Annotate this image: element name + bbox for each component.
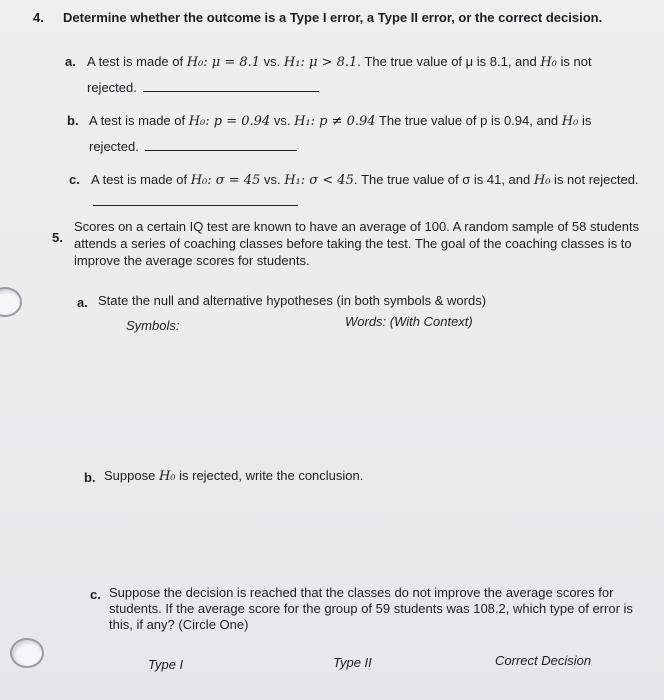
q5-line3: improve the average scores for students. <box>74 253 310 268</box>
q5b-letter: b. <box>84 470 96 485</box>
q5c-line1: Suppose the decision is reached that the classes do not improve the average scores for <box>109 585 614 600</box>
q4c-h1: H₁: σ < 45 <box>284 173 354 188</box>
q4a-letter: a. <box>65 54 76 69</box>
punch-hole-lower <box>10 638 44 668</box>
q5-line1: Scores on a certain IQ test are known to have an average of 100. A random sample of 58 students <box>74 219 640 234</box>
q5-line2: attends a series of coaching classes before taking the test. The goal of the coaching classes is to <box>74 236 632 251</box>
punch-hole-upper <box>0 287 22 317</box>
q5b-text: Suppose H₀ is rejected, write the conclusion. <box>104 468 364 484</box>
q4b-line2: rejected. <box>89 138 297 155</box>
q4a-line1: A test is made of H₀: μ = 8.1 vs. H₁: μ > 8.1. The true value of μ is 8.1, and H₀ is not <box>87 54 592 70</box>
q5a-text: State the null and alternative hypotheses (in both symbols & words) <box>98 293 487 308</box>
q4a-line2: rejected. <box>87 79 319 96</box>
q4b-letter: b. <box>67 113 79 128</box>
q4b-answer-blank[interactable] <box>145 138 297 151</box>
q5c-letter: c. <box>90 587 101 602</box>
q4a-h1: H₁: μ > 8.1 <box>283 55 358 70</box>
q4b-h1: H₁: p ≠ 0.94 <box>294 114 376 129</box>
option-type-ii[interactable]: Type II <box>333 655 372 670</box>
q5a-words-label: Words: (With Context) <box>345 314 473 329</box>
option-correct-decision[interactable]: Correct Decision <box>495 653 592 668</box>
q4c-h0: H₀: σ = 45 <box>190 173 261 188</box>
q4c-line1: A test is made of H₀: σ = 45 vs. H₁: σ < 45. The true value of σ is 41, and H₀ is not rejected. <box>91 172 639 188</box>
q4c-answer-blank[interactable] <box>93 193 298 206</box>
q4b-line1: A test is made of H₀: p = 0.94 vs. H₁: p ≠ 0.94 The true value of p is 0.94, and H₀ is <box>89 113 592 129</box>
q4b-h0: H₀: p = 0.94 <box>188 114 271 129</box>
q4-number: 4. <box>33 10 44 25</box>
q4a-answer-blank[interactable] <box>143 79 319 92</box>
q4-prompt: Determine whether the outcome is a Type I error, a Type II error, or the correct decision. <box>63 10 603 25</box>
q5c-line2: students. If the average score for the group of 59 students was 108.2, which type of error is <box>109 601 633 616</box>
q5a-symbols-label: Symbols: <box>126 318 180 333</box>
q4a-h0: H₀: μ = 8.1 <box>186 55 261 70</box>
option-type-i[interactable]: Type I <box>148 657 184 672</box>
q5a-letter: a. <box>77 295 88 310</box>
q5-number: 5. <box>52 230 63 245</box>
q5c-line3: this, if any? (Circle One) <box>109 617 249 632</box>
q4c-letter: c. <box>69 172 80 187</box>
